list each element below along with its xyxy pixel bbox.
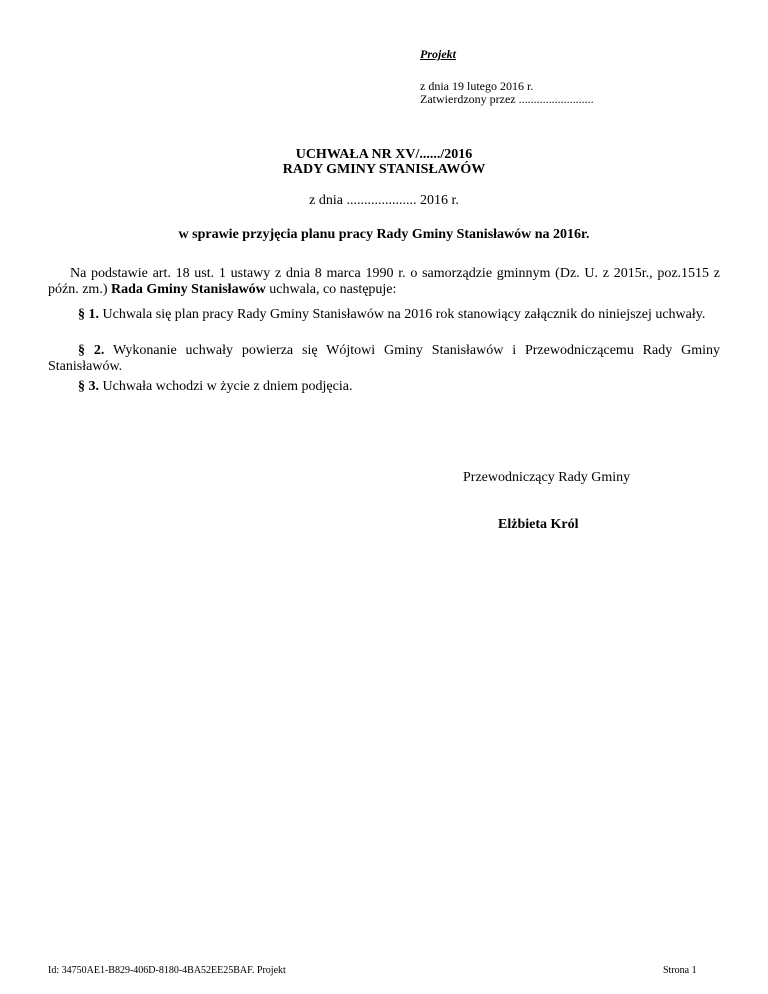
paragraph-2 — [48, 343, 720, 375]
paragraph-1-text: Uchwala się plan pracy Rady Gminy Stanisławów na 2016 rok stanowiący załącznik do niniejszej uchwały. — [99, 307, 706, 322]
resolution-subject: w sprawie przyjęcia planu pracy Rady Gminy Stanisławów na 2016r. — [178, 227, 590, 242]
paragraph-1 — [48, 307, 720, 323]
resolution-number: UCHWAŁA NR XV/....../2016 — [295, 147, 473, 162]
paragraph-3-label: § 3. — [78, 379, 99, 394]
draft-date: z dnia 19 lutego 2016 r. — [420, 79, 534, 93]
paragraph-2-label: § 2. — [78, 343, 105, 358]
signature-name: Elżbieta Król — [498, 517, 579, 532]
signature-title: Przewodniczący Rady Gminy — [463, 470, 631, 485]
paragraph-1-label: § 1. — [78, 307, 99, 322]
draft-label: Projekt — [420, 47, 456, 61]
legal-basis-paragraph — [48, 266, 720, 298]
paragraph-3 — [48, 379, 720, 395]
council-bold: Rada Gminy Stanisławów — [110, 282, 266, 297]
approved-by-line: Zatwierdzony przez ......................... — [420, 92, 594, 106]
paragraph-3-text: Uchwała wchodzi w życie z dniem podjęcia. — [99, 379, 353, 394]
legal-basis-text: Na podstawie art. 18 ust. 1 ustawy z dnia 8 marca 1990 r. o samorządzie gminnym (Dz. U. z 2015r., poz.1515 z późn. zm.) — [48, 266, 720, 297]
council-name: RADY GMINY STANISŁAWÓW — [282, 162, 486, 177]
resolution-date: z dnia .................... 2016 r. — [309, 193, 459, 208]
paragraph-2-text: Wykonanie uchwały powierza się Wójtowi Gminy Stanisławów i Przewodniczącemu Rady Gminy Stanisławów. — [48, 343, 720, 374]
page-number: Strona 1 — [663, 965, 697, 976]
legal-basis-end: uchwala, co następuje: — [265, 282, 397, 297]
document-id: Id: 34750AE1-B829-406D-8180-4BA52EE25BAF. Projekt — [48, 965, 286, 976]
